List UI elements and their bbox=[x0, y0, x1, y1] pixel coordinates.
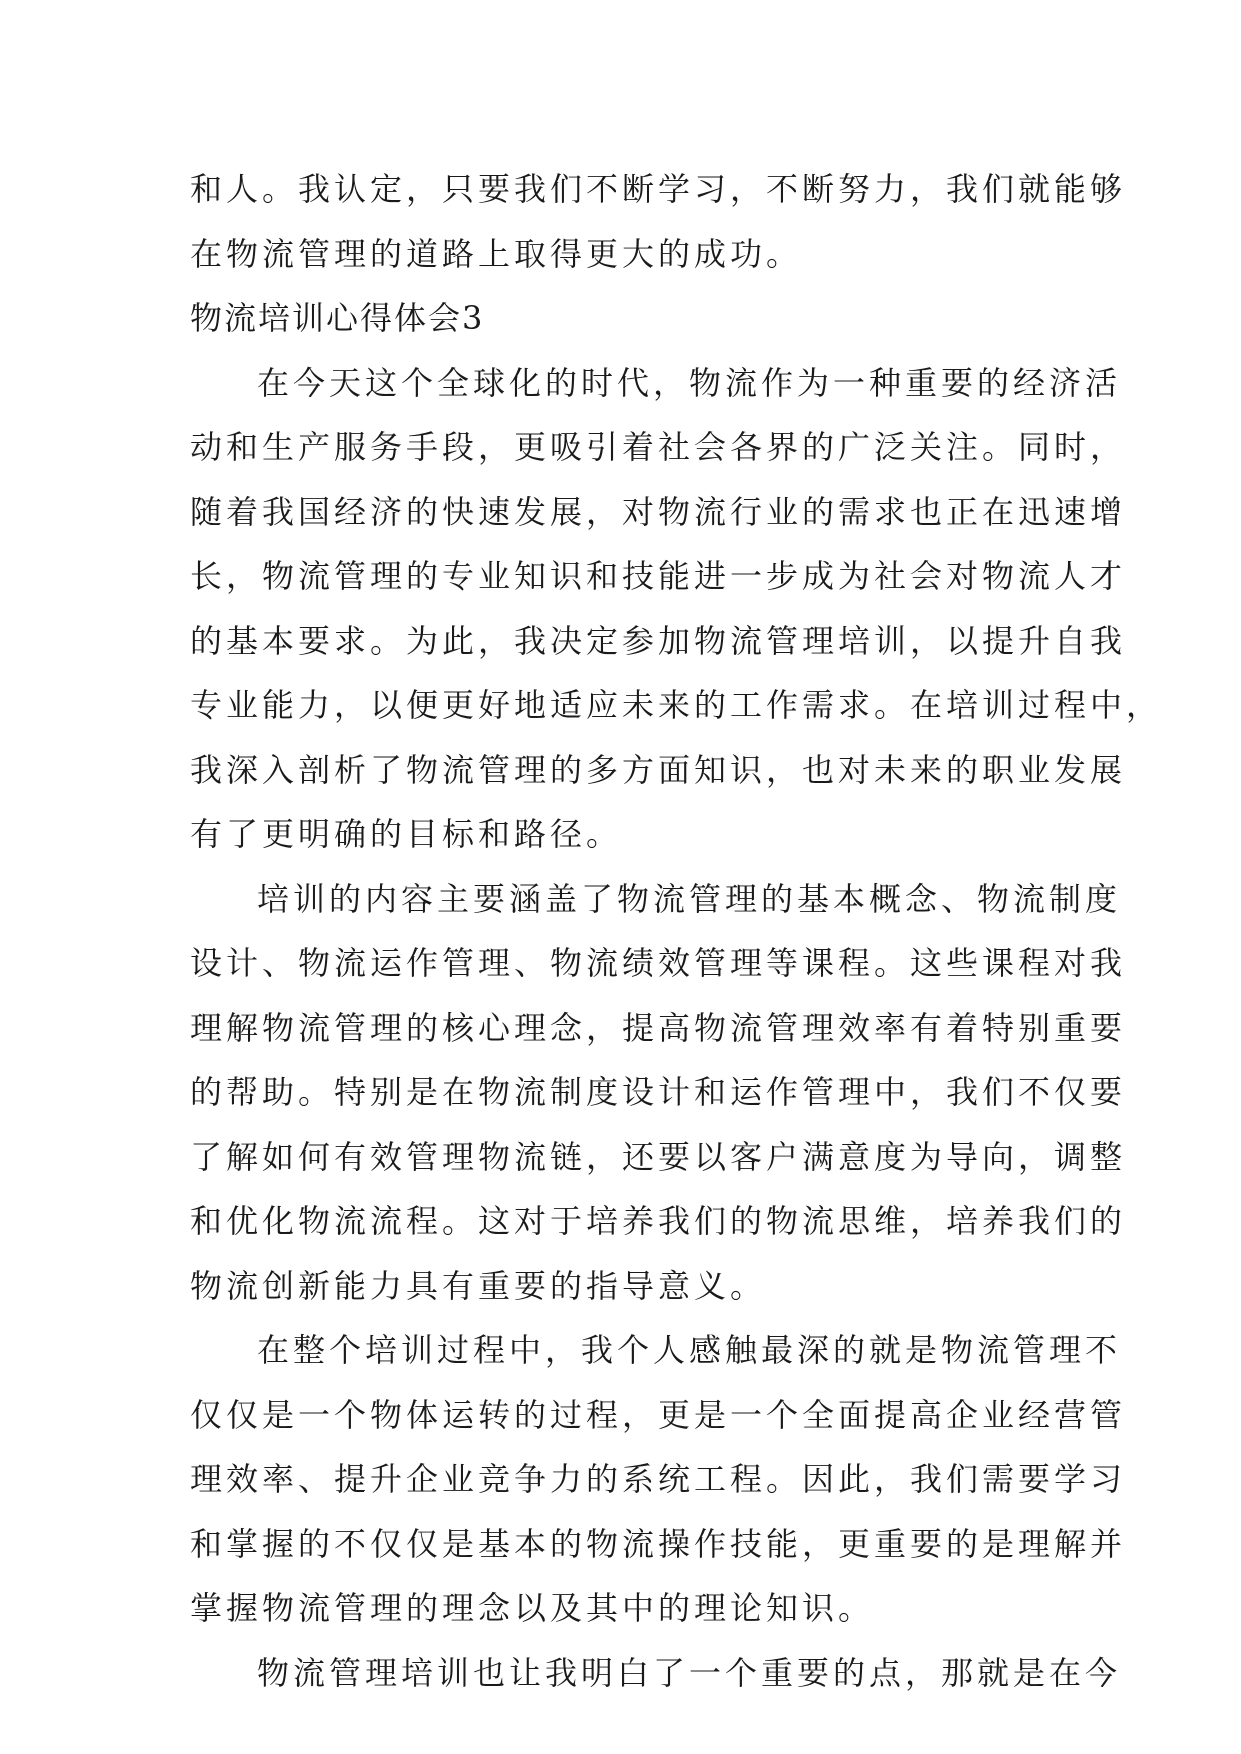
text-line: 仅仅是一个物体运转的过程，更是一个全面提高企业经营管 bbox=[190, 1395, 1127, 1434]
text-line: 随着我国经济的快速发展，对物流行业的需求也正在迅速增 bbox=[190, 492, 1127, 531]
text-line: 我深入剖析了物流管理的多方面知识，也对未来的职业发展 bbox=[190, 750, 1127, 789]
text-line: 理效率、提升企业竞争力的系统工程。因此，我们需要学习 bbox=[190, 1460, 1127, 1498]
text-line: 和优化物流流程。这对于培养我们的物流思维，培养我们的 bbox=[190, 1202, 1127, 1240]
text-line: 的帮助。特别是在物流制度设计和运作管理中，我们不仅要 bbox=[190, 1073, 1127, 1111]
text-line: 长，物流管理的专业知识和技能进一步成为社会对物流人才 bbox=[190, 557, 1127, 595]
text-line: 的基本要求。为此，我决定参加物流管理培训，以提升自我 bbox=[190, 621, 1127, 660]
text-line: 有了更明确的目标和路径。 bbox=[190, 815, 623, 853]
paragraph-first-line: 在今天这个全球化的时代，物流作为一种重要的经济活 bbox=[257, 363, 1122, 402]
text-line: 和人。我认定，只要我们不断学习，不断努力，我们就能够 bbox=[190, 170, 1127, 208]
text-line: 动和生产服务手段，更吸引着社会各界的广泛关注。同时， bbox=[190, 428, 1127, 466]
paragraph-first-line: 在整个培训过程中，我个人感触最深的就是物流管理不 bbox=[257, 1331, 1122, 1369]
text-line: 了解如何有效管理物流链，还要以客户满意度为导向，调整 bbox=[190, 1137, 1127, 1176]
paragraph-first-line: 物流管理培训也让我明白了一个重要的点，那就是在今 bbox=[257, 1653, 1122, 1692]
text-line: 专业能力，以便更好地适应未来的工作需求。在培训过程中， bbox=[190, 686, 1163, 724]
text-line: 和掌握的不仅仅是基本的物流操作技能，更重要的是理解并 bbox=[190, 1524, 1127, 1563]
text-line: 设计、物流运作管理、物流绩效管理等课程。这些课程对我 bbox=[190, 944, 1127, 982]
text-line: 掌握物流管理的理念以及其中的理论知识。 bbox=[190, 1589, 875, 1627]
section-heading: 物流培训心得体会3 bbox=[190, 299, 485, 337]
text-line: 物流创新能力具有重要的指导意义。 bbox=[190, 1266, 767, 1305]
paragraph-first-line: 培训的内容主要涵盖了物流管理的基本概念、物流制度 bbox=[257, 879, 1122, 918]
text-line: 理解物流管理的核心理念，提高物流管理效率有着特别重要 bbox=[190, 1008, 1127, 1047]
text-line: 在物流管理的道路上取得更大的成功。 bbox=[190, 234, 803, 273]
document-body bbox=[190, 157, 1163, 1705]
